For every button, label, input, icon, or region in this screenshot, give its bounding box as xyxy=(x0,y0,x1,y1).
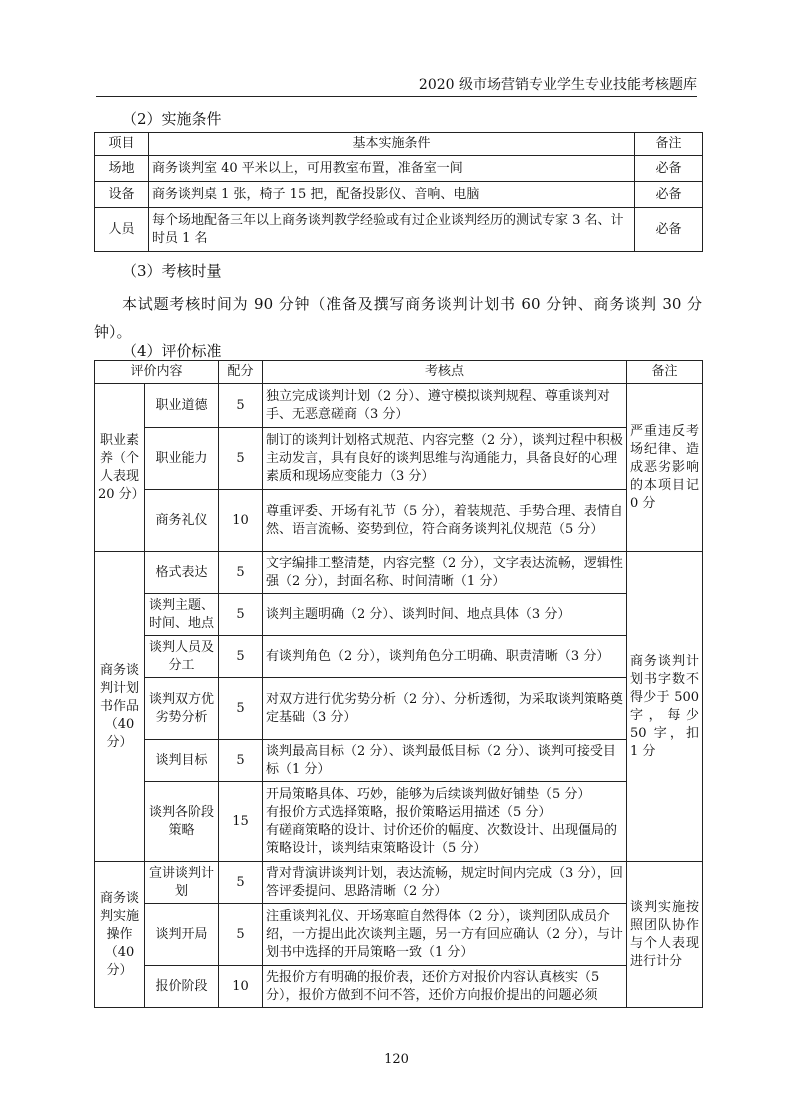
item-name-cell: 谈判主题、时间、地点 xyxy=(145,594,219,636)
point-cell: 先报价方有明确的报价表，还价方对报价内容认真核实（5 分），报价方做到不问不答，还价方向报价提出的问题必须 xyxy=(263,966,627,1008)
point-cell: 开局策略具体、巧妙，能够为后续谈判做好铺垫（5 分） 有报价方式选择策略，报价策略运用描述（5 分） 有磋商策略的设计、讨价还价的幅度、次数设计、出现僵局的策略设计，谈判结束策略设计（5 分） xyxy=(263,782,627,862)
point-cell: 文字编排工整清楚，内容完整（2 分），文字表达流畅，逻辑性强（2 分），封面名称、时间清晰（1 分） xyxy=(263,552,627,594)
score-cell: 10 xyxy=(219,966,263,1008)
conditions-table xyxy=(94,132,703,252)
item-name-cell: 职业道德 xyxy=(145,384,219,428)
section-4-title: （4）评价标准 xyxy=(122,342,222,360)
score-cell: 15 xyxy=(219,782,263,862)
score-cell: 5 xyxy=(219,678,263,740)
header-cell: 配分 xyxy=(219,361,263,384)
item-name-cell: 宣讲谈判计划 xyxy=(145,862,219,904)
point-cell: 制订的谈判计划格式规范、内容完整（2 分），谈判过程中积极主动发言，具有良好的谈判思维与沟通能力，具备良好的心理素质和现场应变能力（3 分） xyxy=(263,428,627,490)
table-row xyxy=(95,552,703,594)
item-name-cell: 格式表达 xyxy=(145,552,219,594)
score-cell: 5 xyxy=(219,384,263,428)
header-cell: 项目 xyxy=(95,133,149,156)
condition-cell: 商务谈判室 40 平米以上，可用教室布置，准备室一间 xyxy=(149,156,635,182)
table-row xyxy=(95,636,703,678)
table-row xyxy=(95,740,703,782)
note-cell: 谈判实施按照团队协作与个人表现进行计分 xyxy=(627,862,703,1008)
table-row xyxy=(95,678,703,740)
page-header-title: 2020 级市场营销专业学生专业技能考核题库 xyxy=(418,77,697,93)
section-2-title: （2）实施条件 xyxy=(122,110,222,128)
table-row xyxy=(95,782,703,862)
point-cell: 谈判最高目标（2 分）、谈判最低目标（2 分）、谈判可接受目标（1 分） xyxy=(263,740,627,782)
table-row xyxy=(95,428,703,490)
item-cell: 场地 xyxy=(95,156,149,182)
point-cell: 谈判主题明确（2 分）、谈判时间、地点具体（3 分） xyxy=(263,594,627,636)
table-row xyxy=(95,208,703,252)
remark-cell: 必备 xyxy=(635,156,703,182)
header-cell: 基本实施条件 xyxy=(149,133,635,156)
item-name-cell: 谈判双方优劣势分析 xyxy=(145,678,219,740)
point-cell: 独立完成谈判计划（2 分）、遵守模拟谈判规程、尊重谈判对手、无恶意磋商（3 分） xyxy=(263,384,627,428)
condition-cell: 商务谈判桌 1 张，椅子 15 把，配备投影仪、音响、电脑 xyxy=(149,182,635,208)
header-rule xyxy=(96,96,697,97)
score-cell: 5 xyxy=(219,636,263,678)
point-cell: 背对背演讲谈判计划，表达流畅，规定时间内完成（3 分），回答评委提问、思路清晰（2 分） xyxy=(263,862,627,904)
table-row xyxy=(95,384,703,428)
table-row xyxy=(95,182,703,208)
item-cell: 设备 xyxy=(95,182,149,208)
table-header-row xyxy=(95,361,703,384)
score-cell: 5 xyxy=(219,862,263,904)
condition-cell: 每个场地配备三年以上商务谈判教学经验或有过企业谈判经历的测试专家 3 名、计时员 1 名 xyxy=(149,208,635,252)
remark-cell: 必备 xyxy=(635,208,703,252)
score-cell: 5 xyxy=(219,740,263,782)
section-3-body: 本试题考核时间为 90 分钟（准备及撰写商务谈判计划书 60 分钟、商务谈判 30 分钟）。 xyxy=(94,295,702,341)
point-cell: 尊重评委、开场有礼节（5 分），着装规范、手势合理、表情自然、语言流畅、姿势到位，符合商务谈判礼仪规范（5 分） xyxy=(263,490,627,552)
item-cell: 人员 xyxy=(95,208,149,252)
table-row xyxy=(95,966,703,1008)
item-name-cell: 谈判目标 xyxy=(145,740,219,782)
item-name-cell: 职业能力 xyxy=(145,428,219,490)
item-name-cell: 谈判各阶段策略 xyxy=(145,782,219,862)
score-cell: 5 xyxy=(219,904,263,966)
item-name-cell: 报价阶段 xyxy=(145,966,219,1008)
score-cell: 5 xyxy=(219,552,263,594)
table-row xyxy=(95,594,703,636)
table-row xyxy=(95,862,703,904)
page-number: 120 xyxy=(384,1052,409,1067)
table-row xyxy=(95,156,703,182)
point-cell: 注重谈判礼仪、开场寒暄自然得体（2 分），谈判团队成员介绍，一方提出此次谈判主题，另一方有回应确认（2 分），与计划书中选择的开局策略一致（1 分） xyxy=(263,904,627,966)
category-cell: 商务谈判实施操作（40 分） xyxy=(95,862,145,1008)
score-cell: 5 xyxy=(219,428,263,490)
header-cell: 评价内容 xyxy=(95,361,219,384)
point-cell: 有谈判角色（2 分），谈判角色分工明确、职责清晰（3 分） xyxy=(263,636,627,678)
header-cell: 备注 xyxy=(627,361,703,384)
header-cell: 备注 xyxy=(635,133,703,156)
table-header-row xyxy=(95,133,703,156)
item-name-cell: 商务礼仪 xyxy=(145,490,219,552)
note-cell: 商务谈判计划书字数不得少于 500 字，每少 50 字，扣 1 分 xyxy=(627,552,703,862)
category-cell: 商务谈判计划书作品（40 分） xyxy=(95,552,145,862)
table-row xyxy=(95,490,703,552)
item-name-cell: 谈判人员及分工 xyxy=(145,636,219,678)
evaluation-table xyxy=(94,360,703,1008)
score-cell: 10 xyxy=(219,490,263,552)
category-cell: 职业素养（个人表现 20 分） xyxy=(95,384,145,552)
point-cell: 对双方进行优劣势分析（2 分）、分析透彻，为采取谈判策略奠定基础（3 分） xyxy=(263,678,627,740)
note-cell: 严重违反考场纪律、造成恶劣影响的本项目记 0 分 xyxy=(627,384,703,552)
header-cell: 考核点 xyxy=(263,361,627,384)
section-3-title: （3）考核时量 xyxy=(122,262,222,280)
table-row xyxy=(95,904,703,966)
item-name-cell: 谈判开局 xyxy=(145,904,219,966)
remark-cell: 必备 xyxy=(635,182,703,208)
score-cell: 5 xyxy=(219,594,263,636)
